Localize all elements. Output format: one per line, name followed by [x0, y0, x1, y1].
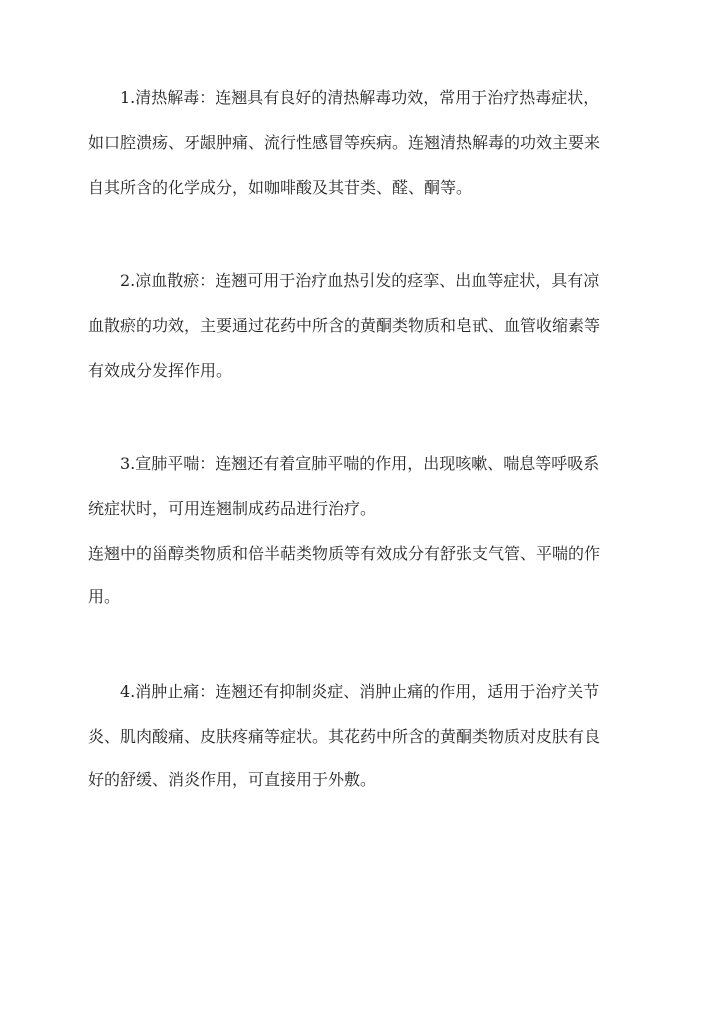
paragraph-line: 统症状时，可用连翘制成药品进行治疗。 [88, 499, 377, 518]
paragraph-line: 连翘中的甾醇类物质和倍半萜类物质等有效成分有舒张支气管、平喘的作 [88, 544, 601, 563]
paragraph-line: 1.清热解毒：连翘具有良好的清热解毒功效，常用于治疗热毒症状， [120, 88, 600, 107]
paragraph-line: 血散瘀的功效，主要通过花药中所含的黄酮类物质和皂甙、血管收缩素等 [88, 316, 601, 335]
paragraph-line: 3.宣肺平喘：连翘还有着宣肺平喘的作用，出现咳嗽、喘息等呼吸系 [120, 454, 600, 473]
paragraph-line: 有效成分发挥作用。 [88, 361, 233, 380]
paragraph-line: 如口腔溃疡、牙龈肿痛、流行性感冒等疾病。连翘清热解毒的功效主要来 [88, 133, 601, 152]
paragraph-line: 好的舒缓、消炎作用，可直接用于外敷。 [88, 770, 377, 789]
paragraph-line: 自其所含的化学成分，如咖啡酸及其苷类、醛、酮等。 [88, 178, 473, 197]
paragraph-line: 用。 [88, 587, 121, 606]
paragraph-line: 2.凉血散瘀：连翘可用于治疗血热引发的痉挛、出血等症状，具有凉 [120, 271, 600, 290]
paragraph-line: 4.消肿止痛：连翘还有抑制炎症、消肿止痛的作用，适用于治疗关节 [120, 682, 600, 701]
paragraph-line: 炎、肌肉酸痛、皮肤疼痛等症状。其花药中所含的黄酮类物质对皮肤有良 [88, 727, 601, 746]
